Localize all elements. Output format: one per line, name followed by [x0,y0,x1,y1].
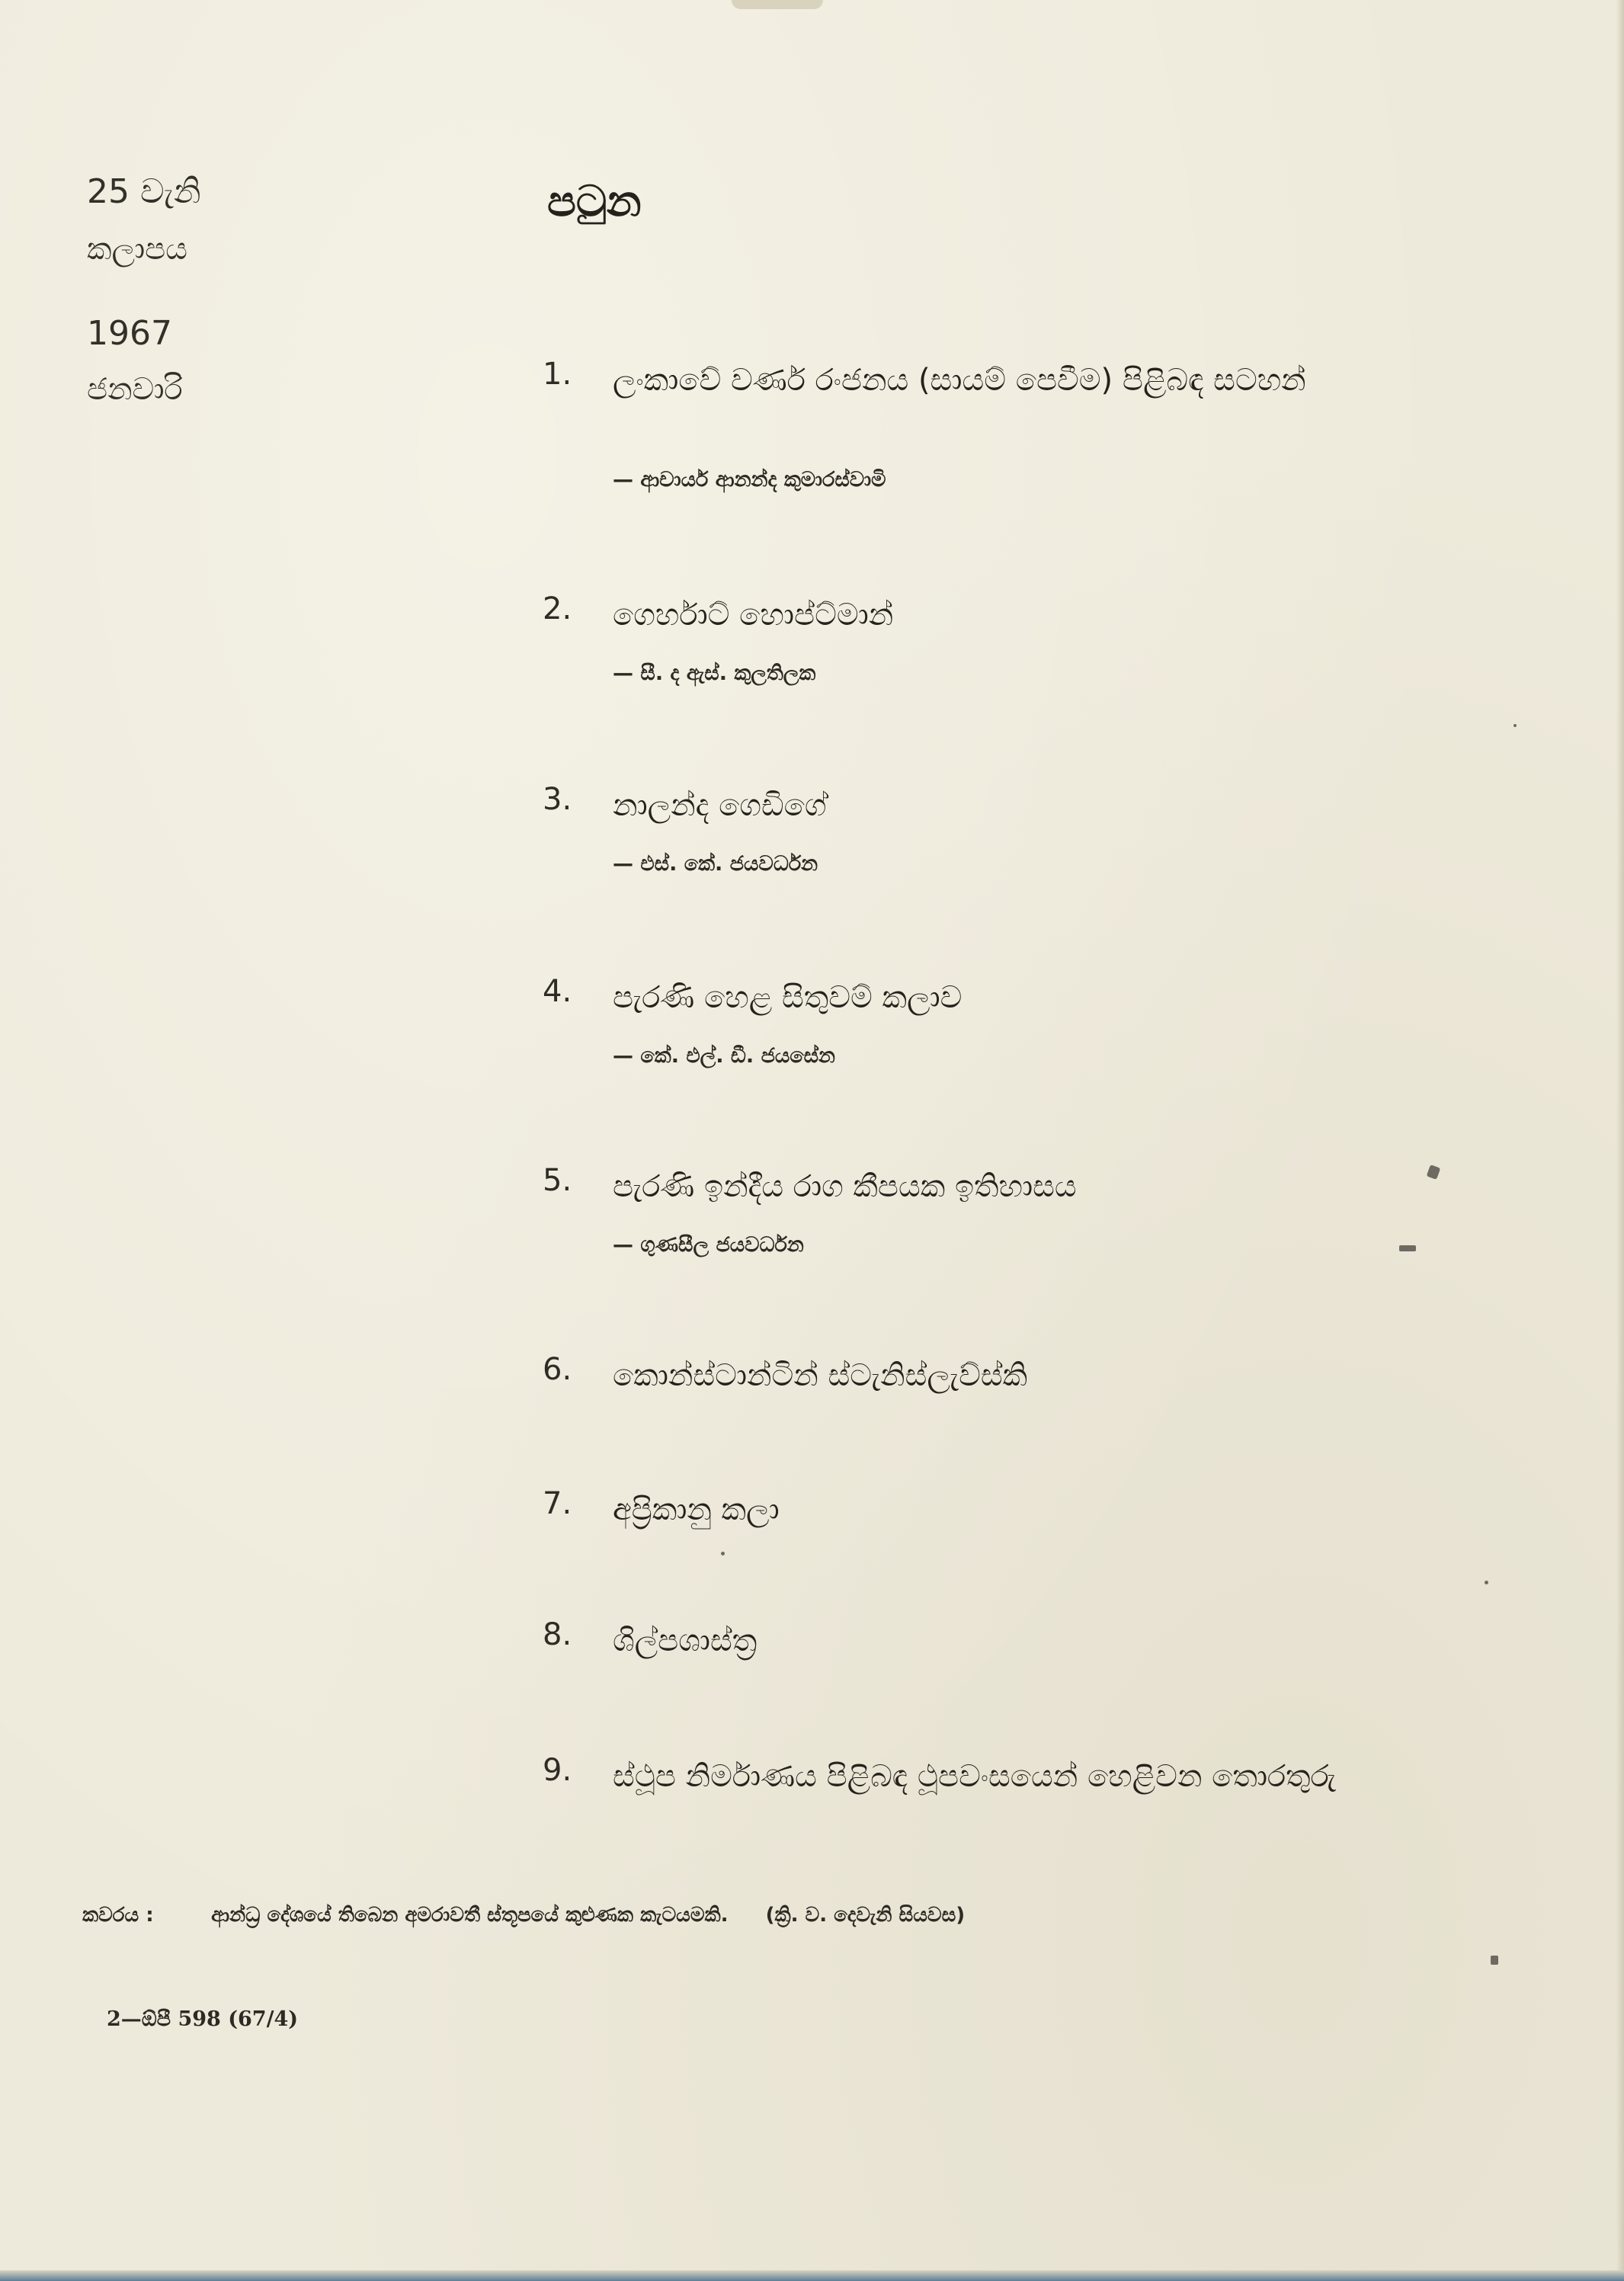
entry-number: 9. [543,1753,572,1788]
contents-heading: පටුන [547,177,642,226]
entry-title: නාලන්ද ගෙඩිගේ [613,788,827,823]
entry-number: 2. [543,591,572,626]
paper-speck [721,1552,725,1555]
entry-number: 8. [543,1617,572,1652]
entry-number: 4. [543,974,572,1009]
issue-label: කලාපය [87,232,187,267]
page-bottom-edge [0,2270,1624,2281]
entry-number: 1. [543,357,572,392]
entry-title: පැරණි හෙළ සිතුවම් කලාව [613,980,963,1015]
paper-speck [1491,1956,1498,1965]
entry-author: — ගුණසීල ජයවර්ධන [613,1233,804,1257]
issue-month: ජනවාරි [87,372,183,407]
entry-number: 3. [543,782,572,817]
issue-number: 25 වැනි [87,172,201,211]
entry-title: ශිල්පශාස්ත්‍ර [613,1623,758,1658]
print-code: 2—ඕපී 598 (67/4) [107,2007,299,2031]
cover-label: කවරය : [82,1904,154,1927]
issue-year: 1967 [87,314,172,353]
entry-title: ලංකාවේ වර්ණ රංජනය (සායම් පෙවීම) පිළිබඳ සටහන් [613,363,1306,398]
entry-title: ගෙර්හාට් හොප්ට්මාන් [613,597,894,633]
cover-description: ආන්ධ්‍ර දේශයේ තිබෙන අමරාවතී ස්තූපයේ කුළුණක කැටයමකි. [211,1904,729,1927]
entry-author: — එස්. කේ. ජයවර්ධන [613,852,818,876]
entry-title: අප්‍රිකානු කලා [613,1492,780,1527]
entry-author: — සී. ද ඇස්. කුලතිලක [613,662,816,685]
entry-title: පැරණි ඉන්දීය රාග කීපයක ඉතිහාසය [613,1169,1077,1204]
entry-author: — ආචාර්ය ආනන්ද කුමාරස්වාමි [613,468,886,492]
cover-caption [82,1904,1469,1927]
entry-number: 7. [543,1486,572,1521]
paper-speck [1485,1581,1488,1584]
paper-speck [1399,1245,1416,1251]
entry-title: කොන්ස්ටාන්ටින් ස්ටැනිස්ලැව්ස්කි [613,1358,1028,1393]
paper-speck [1513,724,1517,727]
entry-author: — කේ. එල්. ඩී. ජයසේන [613,1044,835,1068]
entry-number: 5. [543,1163,572,1198]
entry-number: 6. [543,1352,572,1387]
cover-date: (ක්‍රි. ව. දෙවැනි සියවස) [765,1904,966,1927]
entry-title: ස්ථූප නිර්මාණය පිළිබඳ ථූපවංසයෙන් හෙළිවන තොරතුරු [613,1759,1337,1794]
